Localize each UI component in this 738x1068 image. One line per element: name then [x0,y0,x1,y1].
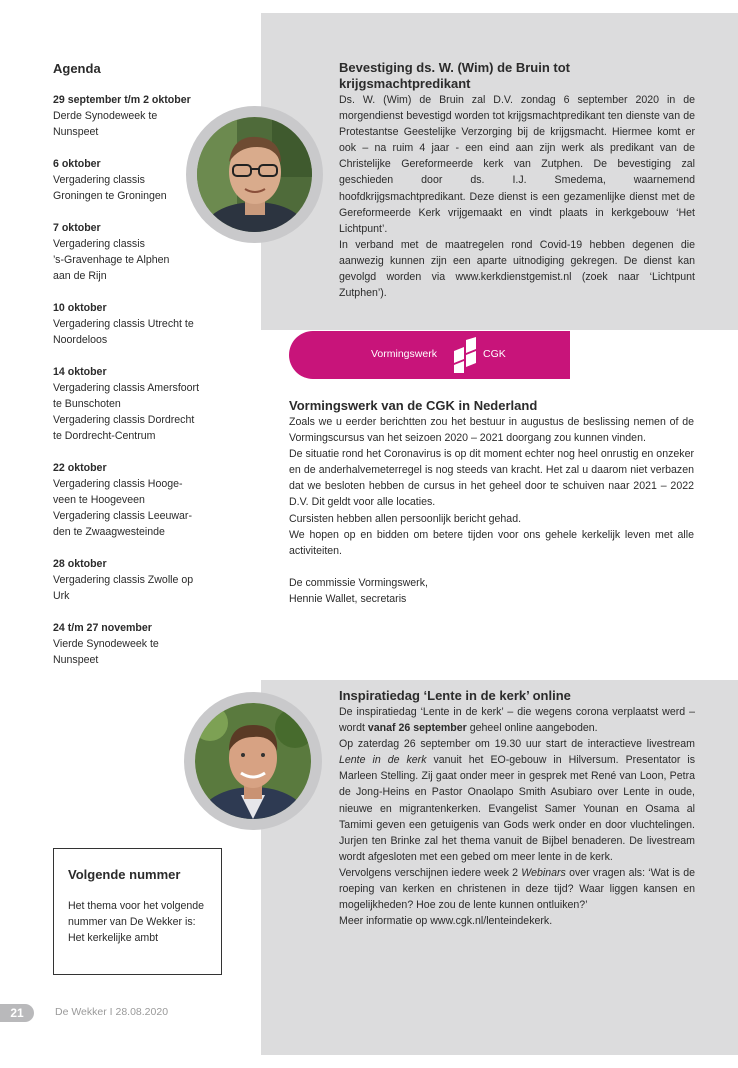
p2-text-b: vanuit het EO-gebouw in Hilversum. Presentator is Marleen Stelling. Zij gaat onder meer in gesprek met René van Loon, Petra de Jong-Heins en Pastor Onaolapo Smith Asubiaro over Lente in oude, nieuwe en migrantenkerken. Evangelist Samer Younan en Osama al Tamimi geven een getuigenis van Gods werk onder en door vluchtelingen. Jurjen ten Brinke zal het thema vanuit de Bijbel benaderen. De livestream wordt afgesloten met een gebed om meer lente in de kerk. [339,754,695,863]
agenda-entry-line: Vergadering classis [53,174,145,186]
agenda-entry-line: te Dordrecht-Centrum [53,430,156,442]
article-vormingswerk-signature-1: De commissie Vormingswerk, [289,576,428,589]
agenda-entry-line: Vierde Synodeweek te [53,638,159,650]
agenda-entry-line: Urk [53,590,70,602]
agenda-entry-line: te Bunschoten [53,398,121,410]
portrait-image [195,703,311,819]
banner-left-text: Vormingswerk [371,348,437,360]
article-vormingswerk-paragraph-4: We hopen op en bidden om betere tijden voor ons gehele kerkelijk leven met alle activiteiten. [289,528,694,557]
article-vormingswerk-paragraph-2: De situatie rond het Coronavirus is op dit moment echter nog heel onrustig en onzeker en de anderhalvemeterregel is nog steeds van kracht. Het zal u daarom niet verbazen dat we besloten hebben de cursus in het geheel door te schuiven naar 2021 – 2022 D.V. Dit geldt voor alle locaties. [289,448,694,509]
article-bevestiging-paragraph-2: In verband met de maatregelen rond Covid-19 hebben degenen die aanwezig kunnen zijn een aparte uitnodiging gekregen. De dienst kan gevolgd worden via www.kerkdienstgemist.nl (zoek naar ‘Lichtpunt Zutphen’). [339,238,695,300]
agenda-entry-date: 6 oktober [53,158,101,170]
agenda-entry-date: 28 oktober [53,558,107,570]
article-bevestiging-title: Bevestiging ds. W. (Wim) de Bruin tot krijgsmachtpredikant [339,60,570,91]
article-vormingswerk-paragraph-3: Cursisten hebben allen persoonlijk bericht gehad. [289,512,522,525]
vormingswerk-banner [289,331,570,379]
article-vormingswerk [289,398,694,607]
portrait-wim-de-bruin [186,106,323,243]
cgk-logo-icon [451,337,479,373]
next-issue-title: Volgende nummer [68,867,181,882]
agenda-entry [53,460,258,540]
banner-right-text: CGK [483,348,506,360]
agenda-entry-line: Nunspeet [53,654,99,666]
article-inspiratiedag-paragraph-2 [339,736,695,865]
agenda-entry-line: veen te Hoogeveen [53,494,145,506]
agenda-entry-line: den te Zwaagwesteinde [53,526,165,538]
article-vormingswerk-title: Vormingswerk van de CGK in Nederland [289,398,538,413]
article-vormingswerk-paragraph-1: Zoals we u eerder berichtten zou het bestuur in augustus de beslissing nemen of de Vormingscursus van het seizoen 2020 – 2021 doorgang zou kunnen vinden. [289,416,694,445]
next-issue-box [53,848,222,975]
p2-text-a: Op zaterdag 26 september om 19.30 uur start de interactieve livestream [339,738,695,751]
agenda-entry-date: 10 oktober [53,302,107,314]
agenda-entry-date: 22 oktober [53,462,107,474]
portrait-image [197,117,312,232]
article-inspiratiedag-paragraph-1 [339,704,695,736]
agenda-entry-line: Vergadering classis [53,238,145,250]
article-inspiratiedag-paragraph-4: Meer informatie op www.cgk.nl/lenteindekerk. [339,915,553,928]
agenda-entry-date: 24 t/m 27 november [53,622,152,634]
article-inspiratiedag-title: Inspiratiedag ‘Lente in de kerk’ online [339,688,571,703]
agenda-entry-date: 29 september t/m 2 oktober [53,94,191,106]
agenda-entry-line: Vergadering classis Amersfoort [53,382,200,394]
agenda-entry-line: ’s-Gravenhage te Alphen [53,254,170,266]
p1-text-b: geheel online aangeboden. [466,722,598,735]
page-number: 21 [0,1004,34,1022]
agenda-entry-line: Vergadering classis Utrecht te [53,318,194,330]
article-inspiratiedag [339,688,695,929]
p1-bold: vanaf 26 september [367,722,467,735]
agenda-entry [53,620,258,668]
agenda-entry-line: Vergadering classis Hooge- [53,478,183,490]
portrait-speaker [184,692,322,830]
footer-publication: De Wekker I 28.08.2020 [55,1006,169,1018]
agenda-entry [53,300,258,348]
p3-italic: Webinars [521,866,566,879]
agenda-title: Agenda [53,61,101,76]
p2-italic: Lente in de kerk [339,754,427,767]
article-inspiratiedag-paragraph-3 [339,865,695,913]
agenda-entry-line: Nunspeet [53,126,99,138]
agenda-entry-line: aan de Rijn [53,270,107,282]
article-bevestiging-paragraph-1: Ds. W. (Wim) de Bruin zal D.V. zondag 6 september 2020 in de morgendienst bevestigd worden tot krijgsmachtpredikant ten dienste van de Protestantse Geestelijke Verzorging bij de krijgsmacht. Hiermee komt er ook – na ruim 4 jaar - een eind aan zijn werk als predikant van de Christelijke Gereformeerde kerk van Zutphen. De bevestiging zal geschieden door ds. I.J. Smedema, waarnemend hoofdkrijgsmachtpredikant. Deze dienst is een gezamenlijke dienst met de Gereformeerde Kerk vrijgemaakt en vindt plaats in kerkgebouw ‘Het Lichtpunt’. [339,94,695,235]
article-vormingswerk-signature-2: Hennie Wallet, secretaris [289,592,407,605]
agenda-entry-line: Vergadering classis Leeuwar- [53,510,192,522]
agenda-entry-line: Noordeloos [53,334,108,346]
agenda-entry [53,556,258,604]
agenda-entry-date: 7 oktober [53,222,101,234]
agenda-entry-line: Vergadering classis Zwolle op [53,574,194,586]
article-bevestiging [339,60,695,301]
agenda-entry [53,364,258,444]
agenda-entry-line: Groningen te Groningen [53,190,167,202]
next-issue-text: Het thema voor het volgende nummer van De Wekker is: Het kerkelijke ambt [68,900,205,944]
p3-text-b: over vragen als: ‘Wat is de roeping van kerken en christenen in deze tijd? Waar liggen kansen en mogelijkheden? Hoe zou de lente kunnen ontluiken?’ [339,866,695,912]
p1-text-a: De inspiratiedag ‘Lente in de kerk’ – die wegens corona verplaatst werd – wordt [339,706,695,735]
p3-text-a: Vervolgens verschijnen iedere week 2 [339,866,522,879]
agenda-entry-line: Derde Synodeweek te [53,110,158,122]
agenda-entry-line: Vergadering classis Dordrecht [53,414,195,426]
agenda-entry-date: 14 oktober [53,366,107,378]
